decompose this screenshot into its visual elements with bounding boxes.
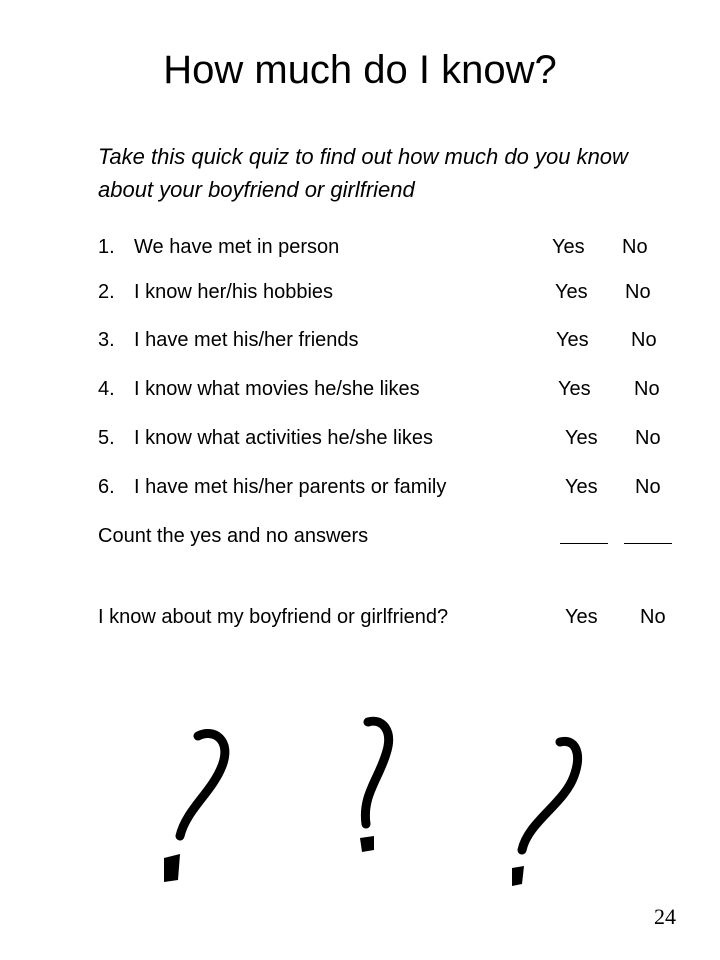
question-row-5 (98, 423, 698, 453)
no-option[interactable]: No (625, 281, 651, 303)
question-mark-icon (360, 721, 389, 852)
no-option[interactable]: No (622, 236, 648, 258)
page-title: How much do I know? (163, 48, 557, 92)
final-question-row (98, 602, 698, 632)
question-text: We have met in person (134, 236, 340, 258)
question-mark-icon (164, 734, 225, 882)
question-row-2 (98, 277, 698, 307)
question-marks-decoration (120, 700, 620, 900)
question-row-6 (98, 472, 698, 502)
count-label: Count the yes and no answers (98, 525, 369, 547)
question-row-4 (98, 374, 698, 404)
no-option[interactable]: No (635, 476, 661, 498)
quiz-intro: Take this quick quiz to find out how much do you know about your boyfriend or girlfriend (98, 144, 628, 202)
question-text: I know her/his hobbies (134, 281, 334, 303)
no-option[interactable]: No (631, 329, 657, 351)
yes-option[interactable]: Yes (555, 281, 588, 303)
question-mark-icon (512, 741, 578, 886)
question-number: 6. (98, 476, 115, 498)
yes-option[interactable]: Yes (552, 236, 585, 258)
question-number: 1. (98, 236, 115, 258)
question-number: 4. (98, 378, 115, 400)
page-number: 24 (654, 904, 676, 929)
count-row (98, 521, 698, 551)
question-text: I have met his/her parents or family (134, 476, 447, 498)
question-text: I have met his/her friends (134, 329, 359, 351)
yes-option[interactable]: Yes (558, 378, 591, 400)
no-count-blank[interactable] (624, 543, 672, 544)
yes-option[interactable]: Yes (565, 476, 598, 498)
no-option[interactable]: No (640, 606, 666, 628)
question-number: 3. (98, 329, 115, 351)
question-text: I know what activities he/she likes (134, 427, 434, 449)
final-question-text: I know about my boyfriend or girlfriend? (98, 606, 449, 628)
question-row-1 (98, 232, 698, 262)
no-option[interactable]: No (635, 427, 661, 449)
question-row-3 (98, 325, 698, 355)
question-text: I know what movies he/she likes (134, 378, 420, 400)
yes-option[interactable]: Yes (565, 606, 598, 628)
no-option[interactable]: No (634, 378, 660, 400)
question-number: 2. (98, 281, 115, 303)
yes-option[interactable]: Yes (556, 329, 589, 351)
question-number: 5. (98, 427, 115, 449)
yes-count-blank[interactable] (560, 543, 608, 544)
yes-option[interactable]: Yes (565, 427, 598, 449)
